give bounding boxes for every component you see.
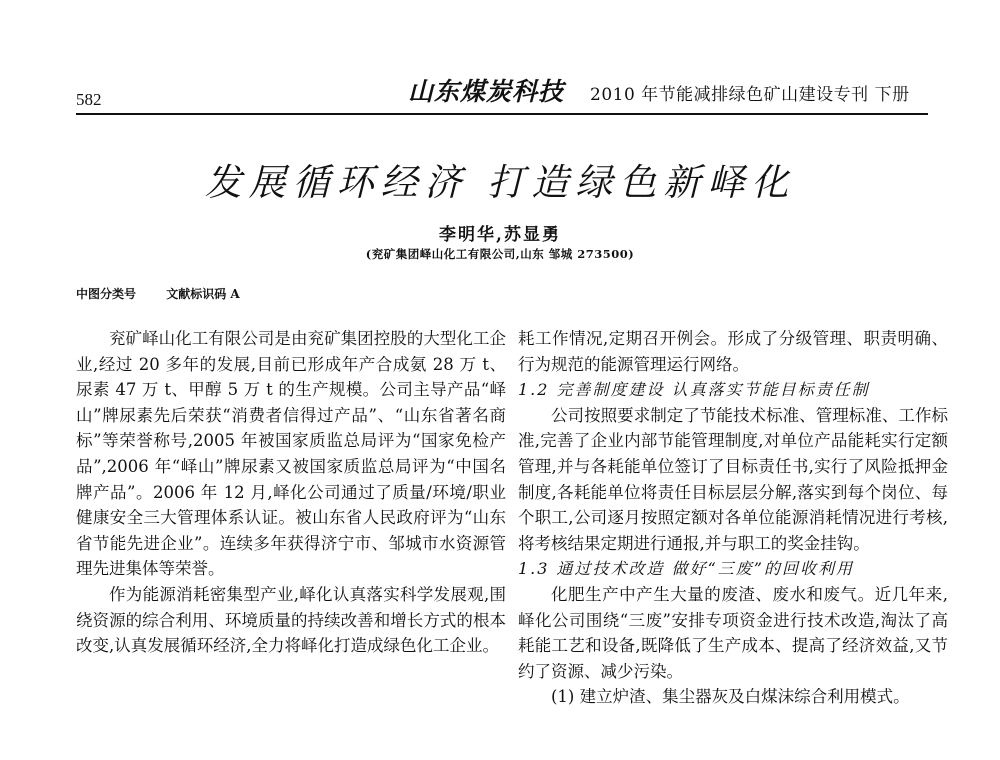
article-authors: 李明华,苏显勇: [439, 225, 561, 245]
page-number: 582: [76, 90, 102, 109]
paragraph-three-wastes: 化肥生产中产生大量的废渣、废水和废气。近几年来,峄化公司围绕“三废”安排专项资金进行技术改造,淘汰了高耗能工艺和设备,既降低了生产成本、提高了经济效益,又节约了资源、减少污染。: [518, 584, 948, 681]
paragraph-system-building: 公司按照要求制定了节能技术标准、管理标准、工作标准,完善了企业内部节能管理制度,对单位产品能耗实行定额管理,并与各耗能单位签订了目标责任书,实行了风险抵押金制度,各耗能单位将责任目标层层分解,落实到每个岗位、每个职工,公司逐月按照定额对各单位能源消耗情况进行考核,将考核结果定期进行通报,并与职工的奖金挂钩。: [518, 405, 948, 553]
paragraph-continued: 耗工作情况,定期召开例会。形成了分级管理、职责明确、行为规范的能源管理运行网络。: [518, 329, 948, 374]
journal-name: 山东煤炭科技: [408, 77, 565, 106]
issue-info: 2010 年节能减排绿色矿山建设专刊 下册: [590, 85, 910, 105]
classification-line: [76, 285, 266, 302]
article-title: 发展循环经济 打造绿色新峄化: [204, 161, 796, 204]
header-rule: [76, 113, 928, 115]
paragraph-intro: 兖矿峄山化工有限公司是由兖矿集团控股的大型化工企业,经过 20 多年的发展,目前已形成年产合成氨 28 万 t、尿素 47 万 t、甲醇 5 万 t 的生产规模。公司主导产品“峄山”牌尿素先后荣获“消费者信得过产品”、“山东省著名商标”等荣誉称号,2005 年被国家质监总局评为“国家免检产品”,2006 年“峄山”牌尿素又被国家质监总局评为“中国名牌产品”。2006 年 12 月,峄化公司通过了质量/环境/职业健康安全三大管理体系认证。被山东省人民政府评为“山东省节能先进企业”。连续多年获得济宁市、邹城市水资源管理先进集体等荣誉。: [76, 329, 506, 579]
article-affiliation: (兖矿集团峄山化工有限公司,山东 邹城 273500): [365, 247, 635, 261]
classification-label: 中图分类号: [76, 287, 137, 301]
section-heading-1-3: 1.3 通过技术改造 做好“三废”的回收利用: [518, 559, 854, 579]
left-column: [76, 326, 506, 659]
section-heading-1-2: 1.2 完善制度建设 认真落实节能目标责任制: [518, 380, 870, 400]
right-column: [518, 326, 948, 710]
paragraph-list-item-1: (1) 建立炉渣、集尘器灰及白煤沫综合利用模式。: [551, 687, 910, 707]
paragraph-circular-economy: 作为能源消耗密集型产业,峄化认真落实科学发展观,围绕资源的综合利用、环境质量的持续改善和增长方式的根本改变,认真发展循环经济,全力将峄化打造成绿色化工企业。: [76, 584, 506, 656]
document-code: 文献标识码 A: [166, 287, 240, 301]
